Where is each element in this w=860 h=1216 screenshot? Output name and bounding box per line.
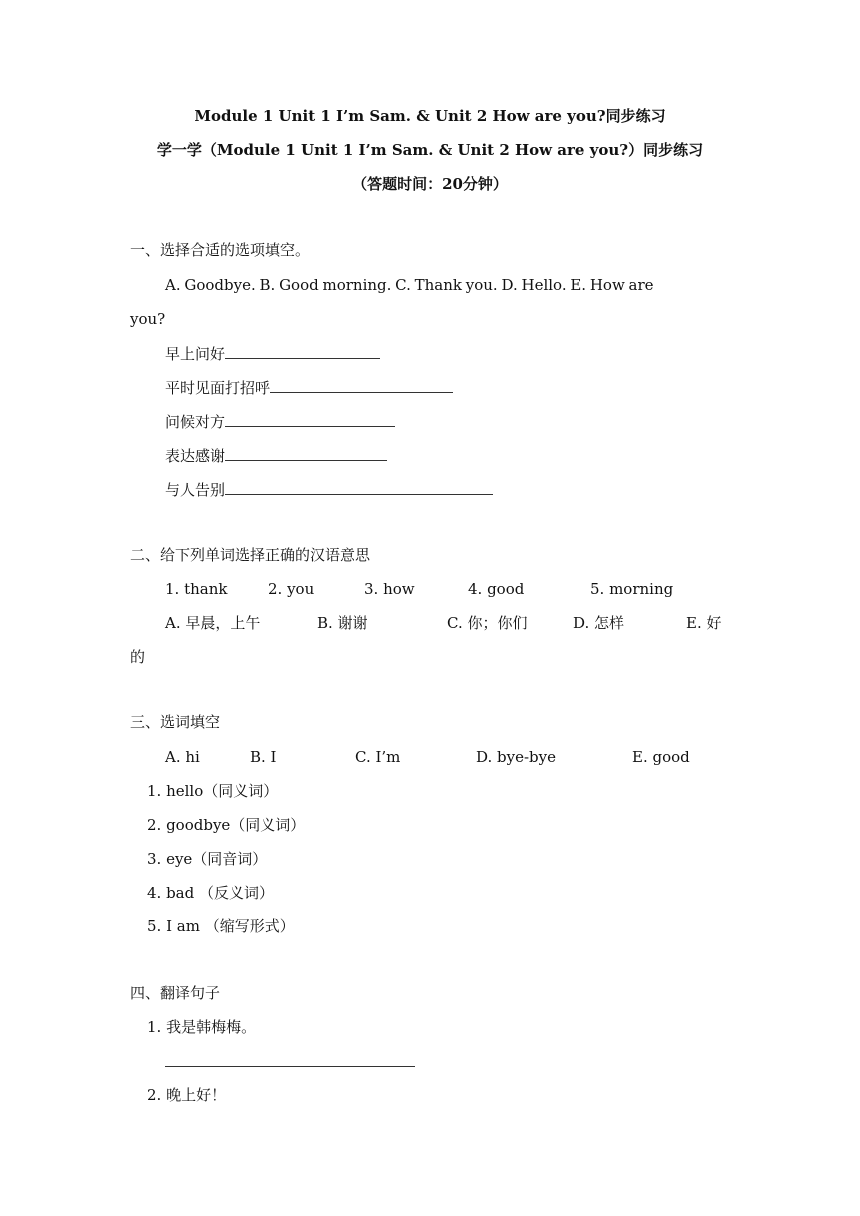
word-item: 4. good (468, 580, 525, 598)
section-1-item (165, 342, 380, 364)
word-item: 5. morning (590, 580, 674, 598)
section-3-heading: 三、选词填空 (130, 713, 221, 731)
section-2-heading: 二、给下列单词选择正确的汉语意思 (130, 546, 371, 564)
document-subtitle: 学一学（Module 1 Unit 1 I’m Sam. & Unit 2 How are you?）同步练习 (156, 141, 704, 159)
answer-blank[interactable] (225, 410, 395, 427)
word-item: 2. you (268, 580, 315, 598)
word-item: 3. how (364, 580, 415, 598)
section-1-item (165, 410, 395, 432)
section-1-options: A. Goodbye. B. Good morning. C. Thank you. D. Hello. E. How are (165, 276, 654, 294)
section-1-item-label: 与人告别 (165, 481, 226, 499)
section-1-item-label: 问候对方 (165, 413, 226, 431)
choice-option: E. good (632, 748, 690, 766)
translate-item: 1. 我是韩梅梅。 (147, 1018, 257, 1036)
section-1-item (165, 444, 387, 466)
section-1-item-label: 表达感谢 (165, 447, 226, 465)
meaning-item: D. 怎样 (573, 614, 625, 632)
section-1-options-wrap: you? (130, 310, 166, 328)
fill-item: 2. goodbye（同义词） (147, 816, 306, 834)
meaning-item: C. 你；你们 (447, 614, 528, 632)
answer-blank[interactable] (225, 342, 380, 359)
choice-option: B. I (250, 748, 277, 766)
answer-blank[interactable] (225, 478, 493, 495)
word-item: 1. thank (165, 580, 228, 598)
section-1-item (165, 478, 493, 500)
meaning-item: B. 谢谢 (317, 614, 368, 632)
meaning-item: A. 早晨，上午 (165, 614, 261, 632)
section-1-item (165, 376, 453, 398)
translate-item: 2. 晚上好！ (147, 1086, 227, 1104)
fill-item: 3. eye（同音词） (147, 850, 268, 868)
answer-line[interactable] (165, 1066, 415, 1067)
meaning-item-wrap: 的 (130, 648, 146, 666)
fill-item: 4. bad （反义词） (147, 884, 274, 902)
section-1-item-label: 早上问好 (165, 345, 226, 363)
answer-blank[interactable] (270, 376, 453, 393)
section-4-heading: 四、翻译句子 (130, 984, 221, 1002)
fill-item: 1. hello（同义词） (147, 782, 279, 800)
choice-option: A. hi (165, 748, 200, 766)
answer-blank[interactable] (225, 444, 387, 461)
meaning-item: E. 好 (686, 614, 722, 632)
section-1-heading: 一、选择合适的选项填空。 (130, 241, 311, 259)
fill-item: 5. I am （缩写形式） (147, 917, 295, 935)
choice-option: C. I’m (355, 748, 401, 766)
section-1-item-label: 平时见面打招呼 (165, 379, 271, 397)
document-title: Module 1 Unit 1 I’m Sam. & Unit 2 How are you?同步练习 (194, 107, 666, 125)
choice-option: D. bye-bye (476, 748, 557, 766)
time-limit: （答题时间：20分钟） (352, 175, 508, 193)
